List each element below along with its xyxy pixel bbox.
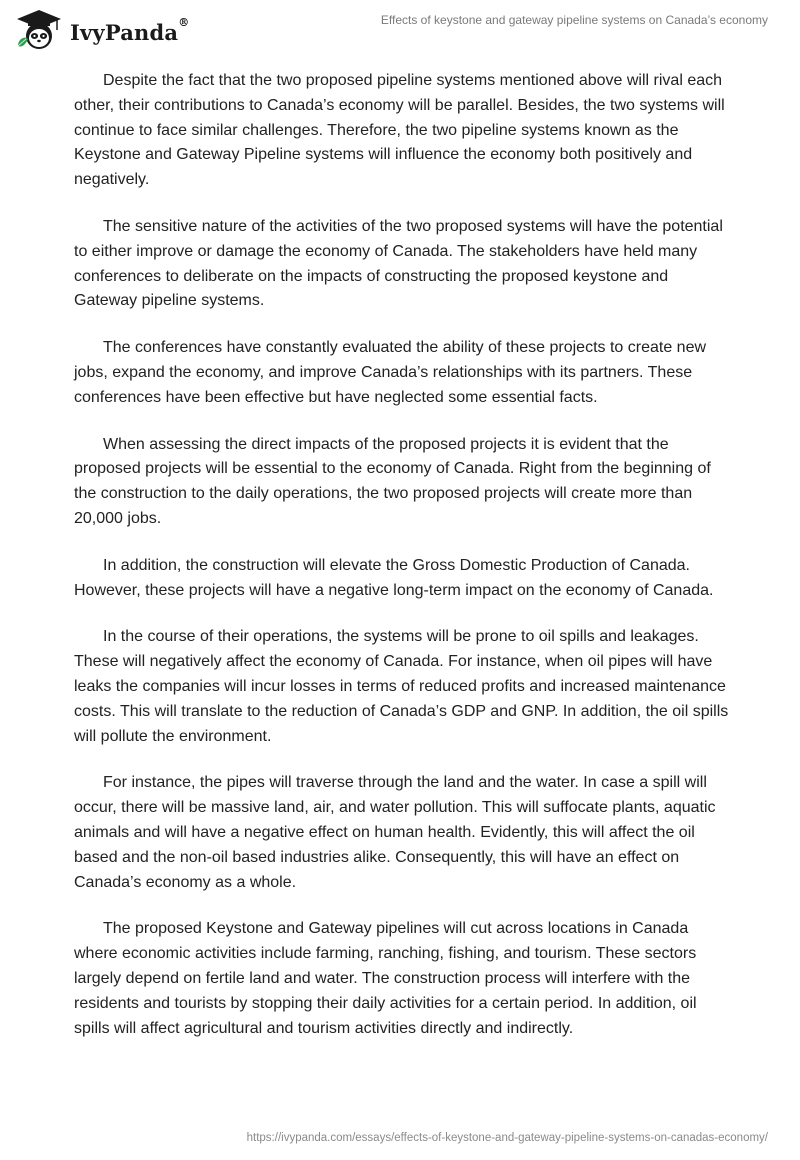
paragraph: When assessing the direct impacts of the proposed projects it is evident that the proposed projects will be essential to the economy of Canada. Right from the beginning of the construction to the daily operations, the two proposed projects will create more than 20,000 jobs. [74, 435, 711, 527]
paragraph: Despite the fact that the two proposed pipeline systems mentioned above will rival each other, their contributions to Canada’s economy will be parallel. Besides, the two systems will continue to face similar challenges. Therefore, the two pipeline systems known as the Keystone and Gateway Pipeline systems will influence the economy both positively and negatively. [74, 72, 725, 189]
paragraph: The conferences have constantly evaluated the ability of these projects to create new jobs, expand the economy, and improve Canada’s relationships with its partners. These conferences have been effective but have neglected some essential facts. [74, 339, 707, 406]
paragraph: In the course of their operations, the systems will be prone to oil spills and leakages. These will negatively affect the economy of Canada. For instance, when oil pipes will have leaks the companies will incur losses in terms of reduced profits and increased maintenance costs. This will translate to the reduction of Canada’s GDP and GNP. In addition, the oil spills will pollute the environment. [74, 628, 729, 745]
essay-body [74, 69, 734, 1063]
paragraph: The proposed Keystone and Gateway pipelines will cut across locations in Canada where economic activities include farming, ranching, fishing, and tourism. These sectors largely depend on fertile land and water. The construction process will interfere with the residents and tourists by stopping their daily activities for a certain period. In addition, oil spills will affect agricultural and tourism activities directly and indirectly. [74, 920, 697, 1037]
panda-graduate-icon [14, 8, 64, 52]
page-header [0, 0, 800, 60]
document-title: Effects of keystone and gateway pipeline systems on Canada’s economy [380, 13, 768, 27]
ivypanda-logo[interactable] [14, 8, 189, 52]
paragraph: For instance, the pipes will traverse through the land and the water. In case a spill will occur, there will be massive land, air, and water pollution. This will suffocate plants, aquatic animals and will have a negative effect on human health. Evidently, this will affect the oil based and the non-oil based industries alike. Consequently, this will have an effect on Canada’s economy as a whole. [74, 774, 716, 891]
source-url-link[interactable]: https://ivypanda.com/essays/effects-of-keystone-and-gateway-pipeline-systems-on-canadas-economy/ [246, 1132, 768, 1144]
logo-wordmark: IvyPanda® [70, 15, 190, 45]
paragraph: In addition, the construction will elevate the Gross Domestic Production of Canada. However, these projects will have a negative long-term impact on the economy of Canada. [74, 556, 714, 599]
paragraph: The sensitive nature of the activities of the two proposed systems will have the potential to either improve or damage the economy of Canada. The stakeholders have held many conferences to deliberate on the impacts of constructing the proposed keystone and Gateway pipeline systems. [74, 217, 723, 310]
